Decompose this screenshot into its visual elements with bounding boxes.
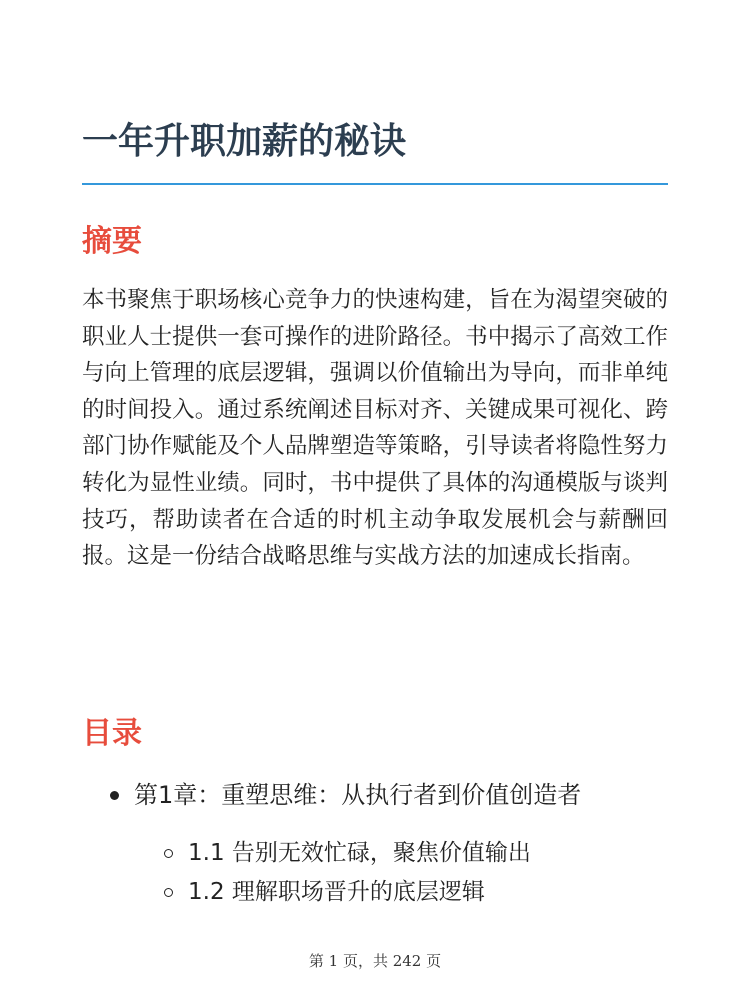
- toc-section-list: [134, 834, 581, 912]
- toc-list: [82, 774, 581, 912]
- toc-heading: 目录: [82, 716, 142, 751]
- abstract-body: 本书聚焦于职场核心竞争力的快速构建，旨在为渴望突破的职业人士提供一套可操作的进阶路径。书中揭示了高效工作与向上管理的底层逻辑，强调以价值输出为导向，而非单纯的时间投入。通过系统阐述目标对齐、关键成果可视化、跨部门协作赋能及个人品牌塑造等策略，引导读者将隐性努力转化为显性业绩。同时，书中提供了具体的沟通模版与谈判技巧，帮助读者在合适的时机主动争取发展机会与薪酬回报。这是一份结合战略思维与实战方法的加速成长指南。: [82, 287, 668, 570]
- filled-bullet-icon: [110, 791, 119, 800]
- toc-chapter-item: [82, 774, 581, 912]
- document-title: 一年升职加薪的秘诀: [82, 121, 407, 162]
- page-number-footer: 第 1 页，共 242 页: [308, 952, 442, 970]
- hollow-bullet-icon: [164, 849, 173, 858]
- toc-chapter-label: 第1章：重塑思维：从执行者到价值创造者: [134, 781, 582, 809]
- hollow-bullet-icon: [164, 888, 173, 897]
- title-divider: [82, 183, 668, 185]
- toc-section-item: [82, 873, 581, 912]
- toc-section-label: 1.1 告别无效忙碌，聚焦价值输出: [188, 840, 531, 866]
- abstract-heading: 摘要: [82, 224, 142, 259]
- toc-section-label: 1.2 理解职场晋升的底层逻辑: [188, 879, 485, 905]
- toc-section-item: [82, 834, 581, 873]
